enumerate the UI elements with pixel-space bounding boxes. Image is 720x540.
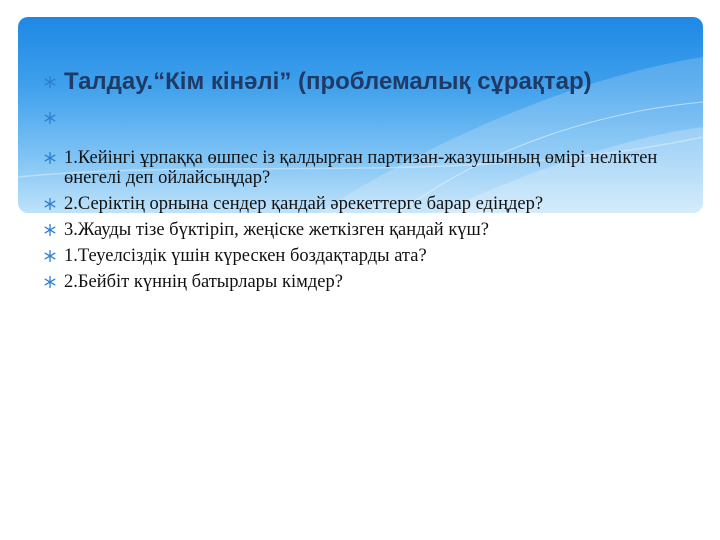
- list-item: [44, 148, 684, 188]
- asterisk-bullet-icon: [44, 250, 56, 262]
- empty-bullet-row: [44, 108, 684, 148]
- list-item-text: 3.Жауды тізе бүктіріп, жеңіске жеткізген қандай күш?: [64, 220, 490, 240]
- asterisk-bullet-icon: [44, 276, 56, 288]
- asterisk-bullet-icon: [44, 76, 56, 88]
- asterisk-bullet-icon: [44, 224, 56, 236]
- asterisk-bullet-icon: [44, 152, 56, 164]
- slide-title: Талдау.“Кім кінәлі” (проблемалық сұрақтар): [64, 68, 592, 95]
- list-item: [44, 272, 684, 292]
- list-item-text: 1.Теуелсіздік үшін күрескен боздақтарды ата?: [64, 246, 427, 266]
- list-item: [44, 194, 684, 214]
- asterisk-bullet-icon: [44, 112, 56, 124]
- asterisk-bullet-icon: [44, 198, 56, 210]
- list-item: [44, 220, 684, 240]
- slide-content: [44, 68, 684, 298]
- list-item-text: 2.Серіктің орнына сендер қандай әрекеттерге барар едіңдер?: [64, 194, 544, 214]
- list-item-text: 2.Бейбіт күннің батырлары кімдер?: [64, 272, 343, 292]
- list-item-text: 1.Кейінгі ұрпаққа өшпес із қалдырған партизан-жазушының өмірі неліктен өнегелі деп ойлайсыңдар?: [64, 148, 658, 188]
- title-row: [44, 68, 684, 96]
- list-item: [44, 246, 684, 266]
